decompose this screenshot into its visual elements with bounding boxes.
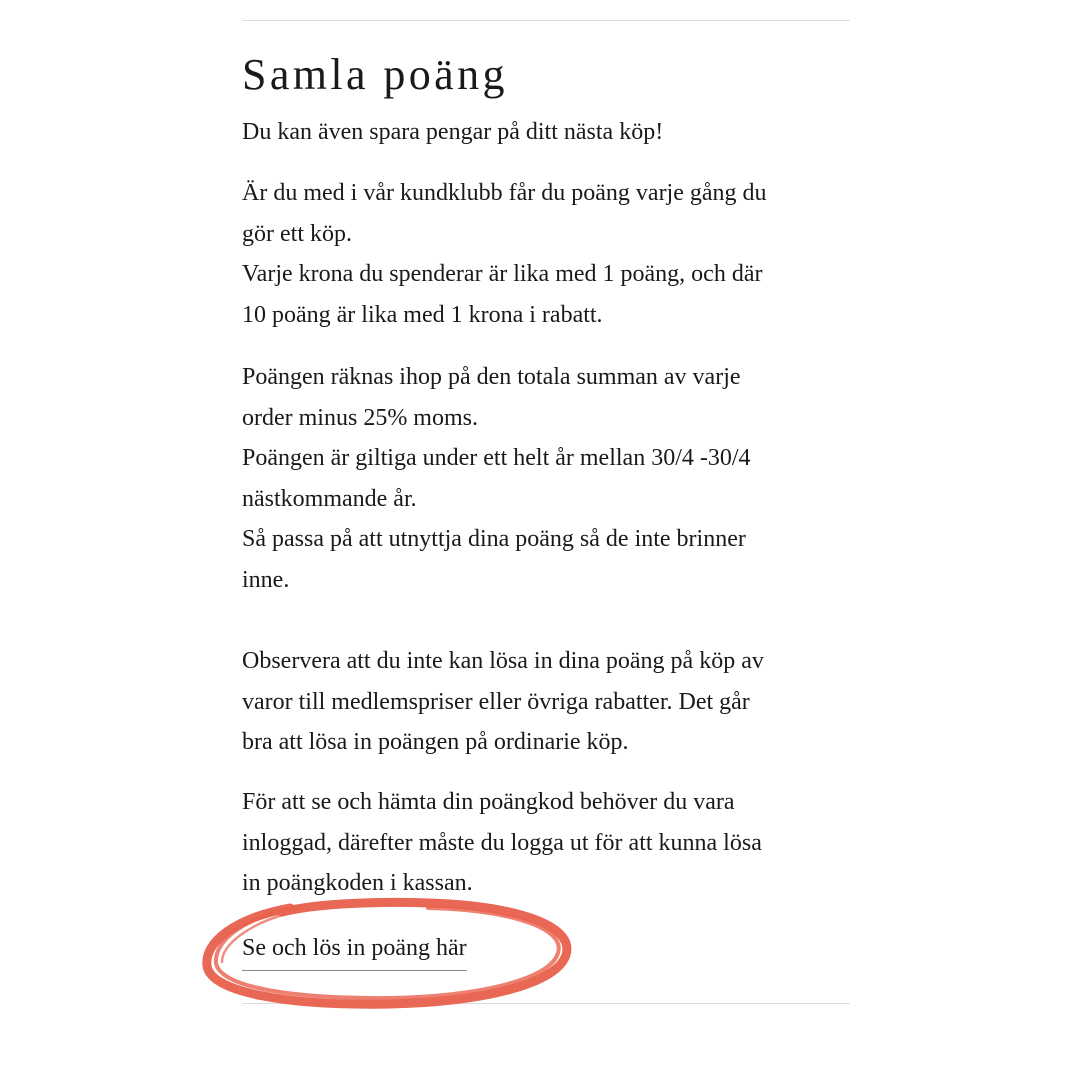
observe-line: bra att lösa in poängen på ordinarie köp. [242,729,629,755]
club-line: Är du med i vår kundklubb får du poäng varje gång du [242,180,767,206]
club-line: 10 poäng är lika med 1 krona i rabatt. [242,301,603,328]
club-line: Varje krona du spenderar är lika med 1 poäng, och där [242,261,763,287]
observe-line: Observera att du inte kan lösa in dina poäng på köp av [242,648,764,674]
calc-line: nästkommande år. [242,485,417,512]
calc-line: order minus 25% moms. [242,404,478,431]
section-title: Samla poäng [242,50,508,99]
calc-line: Poängen är giltiga under ett helt år mellan 30/4 -30/4 [242,445,751,471]
code-line: inloggad, därefter måste du logga ut för att kunna lösa [242,829,762,856]
calc-line: Så passa på att utnyttja dina poäng så de inte brinner [242,526,746,552]
top-divider [242,20,850,21]
calculation-paragraph [242,357,822,600]
redeem-points-link[interactable]: Se och lös in poäng här [242,928,467,971]
observe-paragraph [242,641,822,763]
code-line: För att se och hämta din poängkod behöver du vara [242,789,735,815]
code-line: in poängkoden i kassan. [242,870,473,896]
bottom-divider [242,1003,850,1004]
points-code-paragraph [242,782,822,904]
calc-line: inne. [242,566,290,593]
intro-text: Du kan även spara pengar på ditt nästa köp! [242,119,664,145]
club-line: gör ett köp. [242,220,352,247]
intro-paragraph [242,112,822,153]
observe-line: varor till medlemspriser eller övriga rabatter. Det går [242,688,750,715]
calc-line: Poängen räknas ihop på den totala summan av varje [242,364,741,390]
club-paragraph [242,173,822,335]
